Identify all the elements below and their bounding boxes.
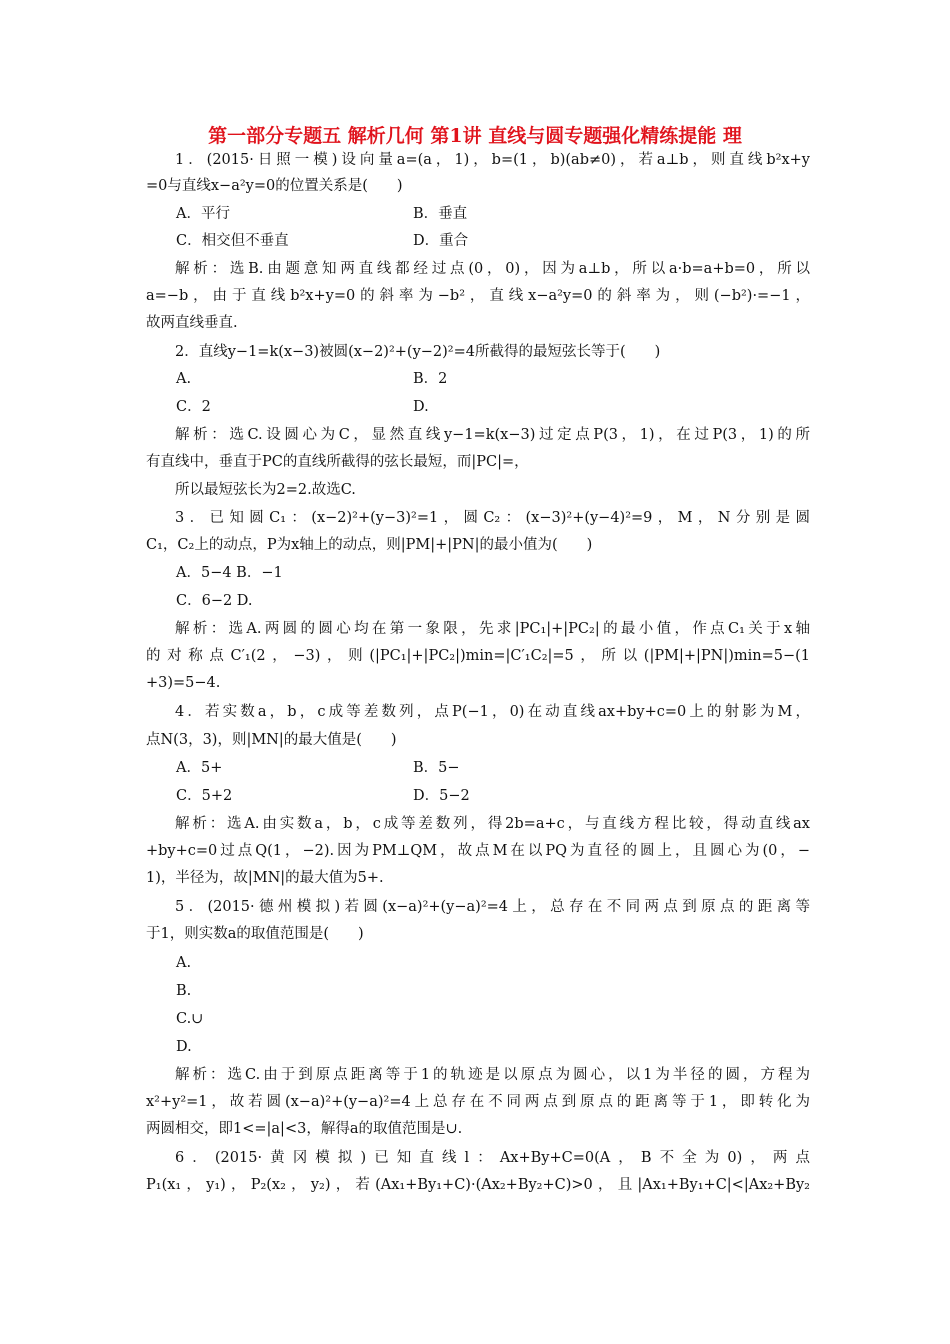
q5-solution-line-1: 解析：选C.由于到原点距离等于1的轨迹是以原点为圆心，以1为半径的圆，方程为 <box>175 1067 810 1083</box>
q4-option-c: C．5+2 <box>176 788 233 804</box>
document-title: 第一部分专题五 解析几何 第1讲 直线与圆专题强化精练提能 理 <box>208 125 742 147</box>
q2-option-c: C．2 <box>176 399 211 415</box>
q3-solution-line-2: 的对称点C′₁(2，−3)，则(|PC₁|+|PC₂|)min=|C′₁C₂|=5，所以(|PM|+|PN|)min=5−(1 <box>146 648 810 664</box>
q3-solution-line-1: 解析：选A.两圆的圆心均在第一象限，先求|PC₁|+|PC₂|的最小值，作点C₁关于x轴 <box>175 621 810 637</box>
q1-option-b: B．垂直 <box>413 206 468 222</box>
q5-line-2: 于1，则实数a的取值范围是( ) <box>146 926 364 942</box>
q4-line-2: 点N(3，3)，则|MN|的最大值是( ) <box>146 732 397 748</box>
q3-line-2: C₁，C₂上的动点，P为x轴上的动点，则|PM|+|PN|的最小值为( ) <box>146 537 593 553</box>
q6-line-1: 6．(2015·黄冈模拟)已知直线l：Ax+By+C=0(A，B不全为0)，两点 <box>175 1150 810 1166</box>
q1-solution-line-1: 解析：选B.由题意知两直线都经过点(0，0)，因为a⊥b，所以a·b=a+b=0，所以 <box>175 261 810 277</box>
q6-line-2: P₁(x₁，y₁)，P₂(x₂，y₂)，若(Ax₁+By₁+C)·(Ax₂+By₂+C)>0，且|Ax₁+By₁+C|<|Ax₂+By₂ <box>146 1177 810 1193</box>
q4-option-b: B．5− <box>413 760 460 776</box>
q4-solution-line-1: 解析：选A.由实数a，b，c成等差数列，得2b=a+c，与直线方程比较，得动直线ax <box>175 816 810 832</box>
q4-line-1: 4．若实数a，b，c成等差数列，点P(−1，0)在动直线ax+by+c=0上的射影为M， <box>175 704 810 720</box>
q2-solution-line-3: 所以最短弦长为2=2.故选C. <box>175 482 356 498</box>
q1-option-d: D．重合 <box>413 233 469 249</box>
q1-option-a: A．平行 <box>176 206 230 222</box>
q4-option-a: A．5+ <box>176 760 223 776</box>
q4-option-d: D．5−2 <box>413 788 470 804</box>
q3-options-cd: C．6−2 D. <box>176 593 253 609</box>
q5-line-1: 5．(2015·德州模拟)若圆(x−a)²+(y−a)²=4上，总存在不同两点到原点的距离等 <box>175 899 810 915</box>
q2-option-d: D. <box>413 399 429 415</box>
q5-solution-line-3: 两圆相交，即1<=|a|<3，解得a的取值范围是∪. <box>146 1121 463 1137</box>
q2-option-b: B．2 <box>413 371 448 387</box>
q5-option-a: A. <box>176 955 192 971</box>
q3-options-ab: A．5−4 B．−1 <box>176 565 283 581</box>
q1-line-1: 1．(2015·日照一模)设向量a=(a，1)，b=(1，b)(ab≠0)，若a⊥b，则直线b²x+y <box>175 152 810 168</box>
q2-solution-line-1: 解析：选C.设圆心为C，显然直线y−1=k(x−3)过定点P(3，1)，在过P(3，1)的所 <box>175 427 810 443</box>
q3-line-1: 3．已知圆C₁：(x−2)²+(y−3)²=1，圆C₂：(x−3)²+(y−4)²=9，M，N分别是圆 <box>175 510 810 526</box>
q4-solution-line-2: +by+c=0过点Q(1，−2).因为PM⊥QM，故点M在以PQ为直径的圆上，且圆心为(0，− <box>146 843 810 859</box>
q5-option-d: D. <box>176 1039 192 1055</box>
q2-line-1: 2．直线y−1=k(x−3)被圆(x−2)²+(y−2)²=4所截得的最短弦长等于( ) <box>175 344 661 360</box>
q2-solution-line-2: 有直线中，垂直于PC的直线所截得的弦长最短，而|PC|=， <box>146 454 529 470</box>
q5-option-b: B. <box>176 983 192 999</box>
q2-option-a: A. <box>176 371 192 387</box>
q1-solution-line-3: 故两直线垂直. <box>146 315 238 331</box>
q1-option-c: C．相交但不垂直 <box>176 233 289 249</box>
q1-line-2: =0与直线x−a²y=0的位置关系是( ) <box>146 178 403 194</box>
q5-option-c: C.∪ <box>176 1011 204 1027</box>
q5-solution-line-2: x²+y²=1，故若圆(x−a)²+(y−a)²=4上总存在不同两点到原点的距离等于1，即转化为 <box>146 1094 810 1110</box>
q1-solution-line-2: a=−b，由于直线b²x+y=0的斜率为−b²，直线x−a²y=0的斜率为，则(−b²)·=−1， <box>146 288 810 304</box>
q3-solution-line-3: +3)=5−4. <box>146 675 221 691</box>
q4-solution-line-3: 1)，半径为，故|MN|的最大值为5+. <box>146 870 384 886</box>
